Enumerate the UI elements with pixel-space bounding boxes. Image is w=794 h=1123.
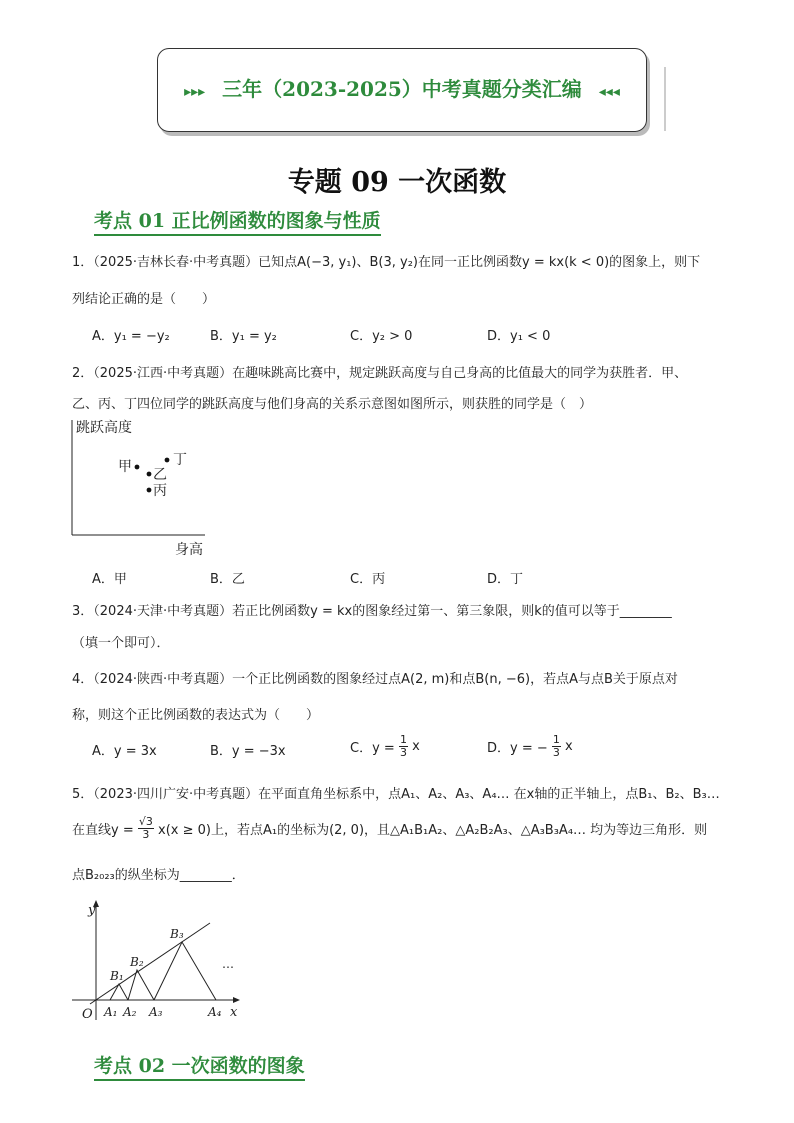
q2-x-axis-label: 身高 — [175, 542, 203, 558]
q2-line1: 2．（2025·江西·中考真题）在趣味跳高比赛中，规定跳跃高度与自己身高的比值最大的同学为获胜者．甲、 — [72, 366, 688, 381]
section-heading-1: 考点 01 正比例函数的图象与性质 — [94, 206, 381, 236]
q2-option-c: C．丙 — [350, 572, 386, 587]
q5-line2-start: 在直线y = — [72, 823, 138, 838]
q2-line2: 乙、丙、丁四位同学的跳跃高度与他们身高的关系示意图如图所示，则获胜的同学是（ ） — [72, 397, 593, 412]
q2-point-bing — [147, 488, 152, 493]
q4-d-denominator: 3 — [552, 746, 560, 759]
q5-slope-fraction — [138, 816, 154, 841]
q5-triangle-3 — [154, 942, 216, 1000]
q5-triangle-figure — [70, 898, 250, 1024]
q5-slope-denominator: 3 — [142, 828, 150, 841]
q5-label-b1: B₁ — [110, 969, 124, 983]
q4-d-numerator: 1 — [552, 733, 560, 746]
q2-point-jia — [135, 465, 140, 470]
q2-point-label-bing: 丙 — [153, 483, 167, 499]
section-heading-2: 考点 02 一次函数的图象 — [94, 1051, 305, 1081]
q2-option-a: A．甲 — [92, 572, 127, 587]
q4-option-c — [350, 734, 420, 759]
q4-line1: 4．（2024·陕西·中考真题）一个正比例函数的图象经过点A(2, m)和点B(n, −6)，若点A与点B关于原点对 — [72, 672, 678, 687]
page-title: 专题 09 一次函数 — [287, 167, 507, 198]
q4-option-d-fraction — [552, 734, 561, 759]
q5-label-b2: B₂ — [130, 955, 144, 969]
q4-c-numerator: 1 — [399, 733, 407, 746]
q5-label-ellipsis: … — [222, 957, 234, 971]
q5-label-origin: O — [82, 1007, 93, 1022]
q3-line2: （填一个即可）． — [72, 636, 170, 651]
q5-label-a1: A₁ — [104, 1005, 118, 1019]
q2-scatter-figure — [70, 416, 220, 562]
q1-line1: 1．（2025·吉林长春·中考真题）已知点A(−3, y₁)、B(3, y₂)在同一正比例函数y = kx(k < 0)的图象上，则下 — [72, 255, 701, 270]
q1-option-d: D．y₁ < 0 — [487, 329, 551, 344]
q4-option-d-x: x — [565, 739, 573, 754]
q1-line2: 列结论正确的是（ ） — [72, 292, 216, 307]
header-banner — [157, 48, 647, 132]
q4-line2: 称，则这个正比例函数的表达式为（ ） — [72, 708, 320, 723]
q4-option-a: A．y = 3x — [92, 744, 157, 759]
q5-triangle-1 — [110, 984, 128, 1000]
q4-option-c-x: x — [412, 739, 420, 754]
q5-line3: 点B₂₀₂₃的纵坐标为________． — [72, 868, 245, 883]
q2-point-label-yi: 乙 — [153, 467, 167, 483]
q3-line1: 3．（2024·天津·中考真题）若正比例函数y = kx的图象经过第一、第三象限，则k的值可以等于________ — [72, 604, 672, 619]
q2-option-b: B．乙 — [210, 572, 245, 587]
q4-c-denominator: 3 — [399, 746, 407, 759]
q5-label-b3: B₃ — [170, 927, 184, 941]
banner-text — [158, 49, 646, 132]
q1-option-b: B．y₁ = y₂ — [210, 329, 277, 344]
q5-line — [90, 923, 210, 1004]
q2-point-ding — [165, 458, 170, 463]
q5-label-a3: A₃ — [149, 1005, 163, 1019]
q2-point-label-ding: 丁 — [173, 452, 187, 468]
q5-x-arrow — [233, 997, 240, 1003]
q2-y-axis-label: 跳跃高度 — [76, 420, 132, 436]
q2-option-d: D．丁 — [487, 572, 524, 587]
q1-option-a: A．y₁ = −y₂ — [92, 329, 170, 344]
q4-option-c-fraction — [399, 734, 408, 759]
banner-title: 三年（2023-2025）中考真题分类汇编 — [222, 77, 582, 101]
q5-slope-numerator: √3 — [138, 815, 153, 828]
q5-label-a2: A₂ — [123, 1005, 137, 1019]
q4-option-d — [487, 734, 573, 759]
q5-label-x: x — [230, 1005, 238, 1020]
q5-line1: 5．（2023·四川广安·中考真题）在平面直角坐标系中，点A₁、A₂、A₃、A₄… 在x轴的正半轴上，点B₁、B₂、B₃… — [72, 787, 720, 802]
q1-option-c: C．y₂ > 0 — [350, 329, 413, 344]
q2-point-label-jia: 甲 — [118, 459, 132, 475]
q5-line2 — [72, 816, 707, 841]
q5-label-a4: A₄ — [208, 1005, 222, 1019]
banner-left-arrows: ▸▸▸ — [184, 84, 206, 100]
q2-point-yi — [147, 472, 152, 477]
banner-side-bar — [664, 67, 666, 131]
q4-option-b: B．y = −3x — [210, 744, 286, 759]
banner-right-arrows: ◂◂◂ — [598, 84, 620, 100]
q4-option-c-prefix: C．y = — [350, 741, 399, 756]
q5-line2-end: x(x ≥ 0)上，若点A₁的坐标为(2, 0)，且△A₁B₁A₂、△A₂B₂A₃、△A₃B₃A₄… 均为等边三角形．则 — [158, 823, 708, 838]
q5-triangle-2 — [128, 970, 154, 1000]
q4-option-d-prefix: D．y = − — [487, 741, 548, 756]
q5-label-y: y — [88, 903, 96, 918]
